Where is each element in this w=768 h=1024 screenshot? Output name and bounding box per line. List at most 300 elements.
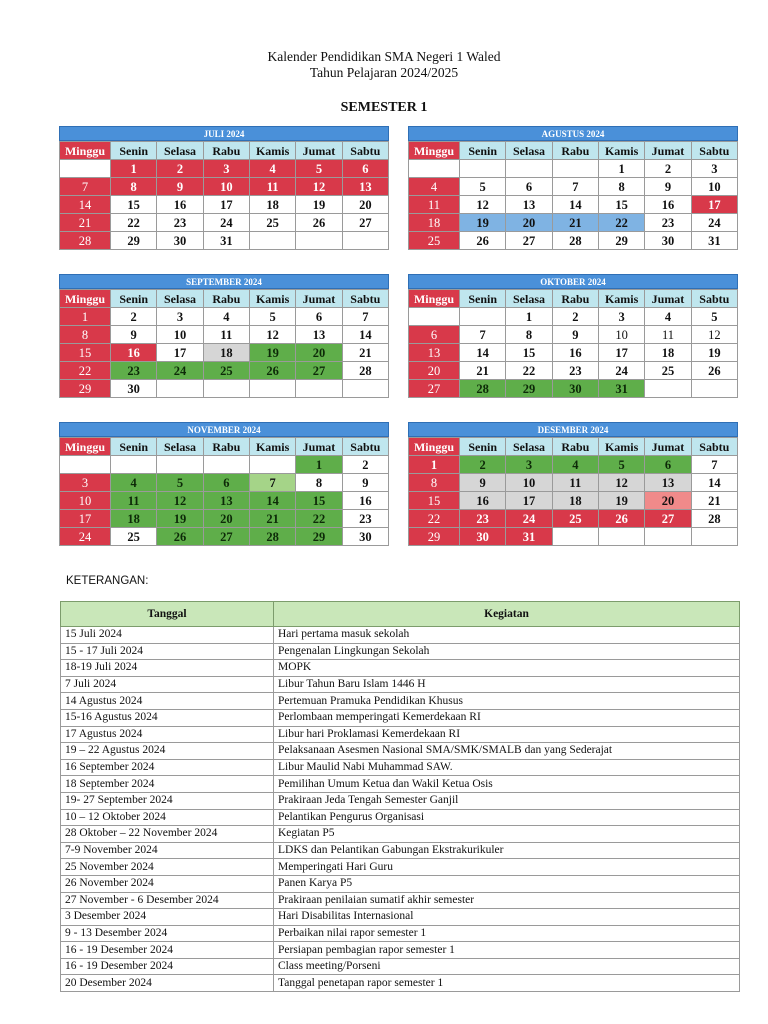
calendar-september (59, 274, 389, 398)
kegiatan-cell: Pertemuan Pramuka Pendidikan Khusus (274, 693, 740, 710)
day-cell: 28 (460, 380, 506, 398)
week-number-cell: 13 (409, 344, 460, 362)
day-cell: 5 (249, 308, 295, 326)
day-cell: 16 (111, 344, 157, 362)
kegiatan-cell: Hari Disabilitas Internasional (274, 909, 740, 926)
kegiatan-cell: Persiapan pembagian rapor semester 1 (274, 942, 740, 959)
day-header-row (409, 290, 738, 308)
week-number-cell: 6 (409, 326, 460, 344)
week-row (409, 232, 738, 250)
column-header-kegiatan: Kegiatan (274, 602, 740, 627)
day-cell: 2 (460, 456, 506, 474)
week-number-cell: 8 (409, 474, 460, 492)
day-cell (598, 528, 644, 546)
day-cell: 26 (249, 362, 295, 380)
day-cell: 29 (598, 232, 644, 250)
week-row (409, 362, 738, 380)
day-cell: 13 (203, 492, 249, 510)
tanggal-cell: 16 - 19 Desember 2024 (61, 958, 274, 975)
table-row (61, 627, 740, 644)
day-header: Senin (460, 438, 506, 456)
day-header: Rabu (552, 290, 598, 308)
day-cell: 2 (342, 456, 388, 474)
kegiatan-cell: Libur Maulid Nabi Muhammad SAW. (274, 759, 740, 776)
day-cell: 12 (691, 326, 737, 344)
day-cell (296, 232, 342, 250)
day-cell: 12 (249, 326, 295, 344)
week-row (60, 456, 389, 474)
day-header: Senin (111, 142, 157, 160)
day-cell: 2 (157, 160, 203, 178)
day-cell: 2 (111, 308, 157, 326)
table-row (61, 776, 740, 793)
kegiatan-cell: LDKS dan Pelantikan Gabungan Ekstrakurikuler (274, 842, 740, 859)
week-row (409, 196, 738, 214)
day-cell: 15 (111, 196, 157, 214)
day-cell: 30 (552, 380, 598, 398)
tanggal-cell: 14 Agustus 2024 (61, 693, 274, 710)
day-header: Selasa (157, 142, 203, 160)
kegiatan-cell: Prakiraan Jeda Tengah Semester Ganjil (274, 792, 740, 809)
day-cell: 26 (460, 232, 506, 250)
week-number-cell: 29 (60, 380, 111, 398)
week-number-cell (409, 308, 460, 326)
tanggal-cell: 7 Juli 2024 (61, 676, 274, 693)
keterangan-header-row (61, 602, 740, 627)
day-cell: 9 (157, 178, 203, 196)
day-header: Kamis (249, 290, 295, 308)
tanggal-cell: 7-9 November 2024 (61, 842, 274, 859)
day-cell (249, 380, 295, 398)
week-number-cell: 22 (409, 510, 460, 528)
day-cell: 17 (203, 196, 249, 214)
week-number-cell: 21 (60, 214, 111, 232)
tanggal-cell: 18-19 Juli 2024 (61, 660, 274, 677)
calendar-grid (408, 141, 738, 250)
semester-label: SEMESTER 1 (340, 100, 428, 115)
day-cell: 17 (506, 492, 552, 510)
day-cell: 5 (598, 456, 644, 474)
day-cell: 6 (645, 456, 691, 474)
day-header-row (60, 290, 389, 308)
week-number-cell: 10 (60, 492, 111, 510)
day-header: Kamis (598, 290, 644, 308)
kegiatan-cell: Perbaikan nilai rapor semester 1 (274, 925, 740, 942)
tanggal-cell: 10 – 12 Oktober 2024 (61, 809, 274, 826)
week-row (60, 474, 389, 492)
day-cell: 18 (111, 510, 157, 528)
day-header: Jumat (296, 290, 342, 308)
day-cell: 1 (506, 308, 552, 326)
day-cell: 14 (691, 474, 737, 492)
week-row (409, 344, 738, 362)
day-cell: 24 (691, 214, 737, 232)
table-row (61, 826, 740, 843)
week-number-cell: 4 (409, 178, 460, 196)
day-header: Senin (460, 142, 506, 160)
keterangan-label: KETERANGAN: (66, 575, 149, 587)
day-cell: 8 (506, 326, 552, 344)
kegiatan-cell: Pemilihan Umum Ketua dan Wakil Ketua Osis (274, 776, 740, 793)
day-cell: 26 (598, 510, 644, 528)
day-cell: 19 (460, 214, 506, 232)
day-cell: 23 (645, 214, 691, 232)
day-cell: 27 (296, 362, 342, 380)
table-row (61, 809, 740, 826)
day-header: Minggu (409, 142, 460, 160)
day-cell (342, 232, 388, 250)
week-number-cell: 18 (409, 214, 460, 232)
day-cell: 9 (460, 474, 506, 492)
day-cell: 21 (460, 362, 506, 380)
day-cell: 5 (157, 474, 203, 492)
day-cell: 19 (691, 344, 737, 362)
day-cell: 29 (111, 232, 157, 250)
week-row (409, 456, 738, 474)
day-cell: 4 (552, 456, 598, 474)
week-number-cell: 29 (409, 528, 460, 546)
day-header: Kamis (598, 438, 644, 456)
tanggal-cell: 15 - 17 Juli 2024 (61, 643, 274, 660)
day-cell: 23 (552, 362, 598, 380)
day-cell: 31 (506, 528, 552, 546)
tanggal-cell: 27 November - 6 Desember 2024 (61, 892, 274, 909)
day-cell: 4 (111, 474, 157, 492)
day-cell: 26 (296, 214, 342, 232)
day-cell: 18 (249, 196, 295, 214)
day-cell: 8 (296, 474, 342, 492)
table-row (61, 859, 740, 876)
day-header: Jumat (645, 290, 691, 308)
week-number-cell: 28 (60, 232, 111, 250)
day-cell (552, 528, 598, 546)
week-number-cell: 20 (409, 362, 460, 380)
calendar-grid (408, 437, 738, 546)
tanggal-cell: 16 September 2024 (61, 759, 274, 776)
kegiatan-cell: Memperingati Hari Guru (274, 859, 740, 876)
tanggal-cell: 9 - 13 Desember 2024 (61, 925, 274, 942)
day-cell (111, 456, 157, 474)
day-cell: 13 (645, 474, 691, 492)
day-header-row (60, 438, 389, 456)
week-row (60, 232, 389, 250)
day-cell: 1 (296, 456, 342, 474)
day-cell: 31 (203, 232, 249, 250)
day-cell: 17 (691, 196, 737, 214)
day-cell: 11 (645, 326, 691, 344)
day-cell: 14 (460, 344, 506, 362)
day-cell (552, 160, 598, 178)
day-cell: 22 (111, 214, 157, 232)
table-row (61, 925, 740, 942)
week-number-cell: 7 (60, 178, 111, 196)
week-number-cell: 25 (409, 232, 460, 250)
table-row (61, 909, 740, 926)
day-cell: 26 (691, 362, 737, 380)
week-row (60, 196, 389, 214)
day-cell: 4 (645, 308, 691, 326)
day-header: Rabu (203, 438, 249, 456)
table-row (61, 875, 740, 892)
day-header: Jumat (645, 142, 691, 160)
day-cell: 3 (203, 160, 249, 178)
day-header: Kamis (249, 438, 295, 456)
day-cell: 16 (645, 196, 691, 214)
tanggal-cell: 15 Juli 2024 (61, 627, 274, 644)
table-row (61, 743, 740, 760)
week-number-cell: 15 (409, 492, 460, 510)
day-cell: 8 (111, 178, 157, 196)
day-cell: 23 (342, 510, 388, 528)
day-cell (460, 160, 506, 178)
kegiatan-cell: Perlombaan memperingati Kemerdekaan RI (274, 709, 740, 726)
day-cell: 19 (598, 492, 644, 510)
day-cell: 30 (645, 232, 691, 250)
tanggal-cell: 15-16 Agustus 2024 (61, 709, 274, 726)
day-header-row (409, 438, 738, 456)
day-cell: 4 (203, 308, 249, 326)
day-cell: 21 (552, 214, 598, 232)
day-cell: 23 (111, 362, 157, 380)
day-cell: 23 (157, 214, 203, 232)
day-cell: 30 (111, 380, 157, 398)
day-cell: 13 (296, 326, 342, 344)
day-cell: 19 (157, 510, 203, 528)
day-cell: 31 (598, 380, 644, 398)
day-cell: 11 (111, 492, 157, 510)
day-cell: 16 (157, 196, 203, 214)
day-cell: 7 (342, 308, 388, 326)
day-cell: 6 (506, 178, 552, 196)
day-cell: 10 (157, 326, 203, 344)
table-row (61, 892, 740, 909)
week-number-cell: 8 (60, 326, 111, 344)
day-cell: 17 (598, 344, 644, 362)
calendar-month-title: AGUSTUS 2024 (408, 126, 738, 141)
week-row (60, 380, 389, 398)
day-cell: 24 (506, 510, 552, 528)
day-cell: 6 (296, 308, 342, 326)
day-cell: 29 (296, 528, 342, 546)
day-cell: 4 (249, 160, 295, 178)
day-cell: 18 (552, 492, 598, 510)
day-header: Senin (460, 290, 506, 308)
table-row (61, 792, 740, 809)
week-number-cell: 27 (409, 380, 460, 398)
day-cell: 12 (460, 196, 506, 214)
day-header: Selasa (506, 142, 552, 160)
day-cell: 21 (249, 510, 295, 528)
day-cell: 30 (342, 528, 388, 546)
table-row (61, 759, 740, 776)
table-row (61, 842, 740, 859)
day-cell (506, 160, 552, 178)
week-number-cell: 22 (60, 362, 111, 380)
tanggal-cell: 28 Oktober – 22 November 2024 (61, 826, 274, 843)
day-cell: 15 (598, 196, 644, 214)
calendar-month-title: OKTOBER 2024 (408, 274, 738, 289)
day-header: Kamis (598, 142, 644, 160)
day-cell: 28 (552, 232, 598, 250)
day-cell: 13 (506, 196, 552, 214)
day-header: Jumat (645, 438, 691, 456)
day-header: Sabtu (342, 142, 388, 160)
week-number-cell: 17 (60, 510, 111, 528)
tanggal-cell: 25 November 2024 (61, 859, 274, 876)
week-number-cell: 14 (60, 196, 111, 214)
kegiatan-cell: MOPK (274, 660, 740, 677)
table-row (61, 975, 740, 992)
day-cell: 7 (249, 474, 295, 492)
calendar-grid (59, 289, 389, 398)
week-number-cell (60, 160, 111, 178)
day-cell: 8 (598, 178, 644, 196)
table-row (61, 643, 740, 660)
week-row (409, 308, 738, 326)
day-cell: 14 (249, 492, 295, 510)
day-cell (645, 528, 691, 546)
calendar-december (408, 422, 738, 546)
day-cell: 16 (460, 492, 506, 510)
day-cell: 19 (249, 344, 295, 362)
week-row (60, 362, 389, 380)
day-cell: 25 (203, 362, 249, 380)
tanggal-cell: 16 - 19 Desember 2024 (61, 942, 274, 959)
day-header: Selasa (157, 438, 203, 456)
day-cell: 27 (342, 214, 388, 232)
tanggal-cell: 3 Desember 2024 (61, 909, 274, 926)
day-header-row (60, 142, 389, 160)
day-cell: 6 (342, 160, 388, 178)
day-cell (157, 380, 203, 398)
day-cell: 5 (691, 308, 737, 326)
day-header: Rabu (203, 290, 249, 308)
day-cell: 24 (598, 362, 644, 380)
day-cell: 9 (111, 326, 157, 344)
tanggal-cell: 17 Agustus 2024 (61, 726, 274, 743)
day-header: Sabtu (691, 438, 737, 456)
table-row (61, 660, 740, 677)
day-cell: 11 (203, 326, 249, 344)
document-title: Kalender Pendidikan SMA Negeri 1 Waled (267, 49, 501, 64)
day-cell: 29 (506, 380, 552, 398)
calendar-grid (408, 289, 738, 398)
day-header: Rabu (552, 438, 598, 456)
table-row (61, 709, 740, 726)
tanggal-cell: 26 November 2024 (61, 875, 274, 892)
kegiatan-cell: Tanggal penetapan rapor semester 1 (274, 975, 740, 992)
calendar-october (408, 274, 738, 398)
week-row (409, 510, 738, 528)
day-cell (296, 380, 342, 398)
week-row (409, 474, 738, 492)
week-row (409, 178, 738, 196)
day-cell: 7 (552, 178, 598, 196)
day-cell (203, 380, 249, 398)
day-cell: 9 (552, 326, 598, 344)
day-cell: 28 (691, 510, 737, 528)
week-row (60, 510, 389, 528)
day-cell: 20 (506, 214, 552, 232)
day-cell: 10 (598, 326, 644, 344)
week-row (409, 160, 738, 178)
day-header: Jumat (296, 142, 342, 160)
day-cell: 10 (506, 474, 552, 492)
day-cell: 2 (645, 160, 691, 178)
day-cell: 11 (552, 474, 598, 492)
day-cell: 20 (342, 196, 388, 214)
day-cell: 26 (157, 528, 203, 546)
day-cell: 22 (506, 362, 552, 380)
calendar-month-title: SEPTEMBER 2024 (59, 274, 389, 289)
week-number-cell (60, 456, 111, 474)
day-cell (249, 456, 295, 474)
day-cell: 15 (296, 492, 342, 510)
week-row (409, 492, 738, 510)
kegiatan-cell: Libur hari Proklamasi Kemerdekaan RI (274, 726, 740, 743)
calendar-july (59, 126, 389, 250)
table-row (61, 942, 740, 959)
week-row (409, 326, 738, 344)
kegiatan-cell: Prakiraan penilaian sumatif akhir semester (274, 892, 740, 909)
day-cell: 14 (552, 196, 598, 214)
day-cell (691, 380, 737, 398)
day-cell: 11 (249, 178, 295, 196)
day-cell: 5 (460, 178, 506, 196)
day-header: Minggu (409, 438, 460, 456)
day-cell: 28 (249, 528, 295, 546)
day-cell: 24 (157, 362, 203, 380)
week-row (60, 326, 389, 344)
day-cell: 19 (296, 196, 342, 214)
calendar-month-title: DESEMBER 2024 (408, 422, 738, 437)
day-header: Rabu (203, 142, 249, 160)
day-cell: 3 (691, 160, 737, 178)
kegiatan-cell: Pelantikan Pengurus Organisasi (274, 809, 740, 826)
day-header: Selasa (506, 290, 552, 308)
day-header: Minggu (60, 438, 111, 456)
day-cell: 30 (157, 232, 203, 250)
kegiatan-cell: Kegiatan P5 (274, 826, 740, 843)
day-cell: 22 (296, 510, 342, 528)
keterangan-table (60, 601, 740, 992)
week-number-cell: 1 (60, 308, 111, 326)
tanggal-cell: 19 – 22 Agustus 2024 (61, 743, 274, 760)
week-number-cell: 15 (60, 344, 111, 362)
day-cell: 25 (249, 214, 295, 232)
day-header-row (409, 142, 738, 160)
day-cell: 25 (552, 510, 598, 528)
day-cell: 30 (460, 528, 506, 546)
week-number-cell: 11 (409, 196, 460, 214)
week-row (60, 492, 389, 510)
week-row (409, 214, 738, 232)
calendar-month-title: NOVEMBER 2024 (59, 422, 389, 437)
day-header: Senin (111, 438, 157, 456)
kegiatan-cell: Class meeting/Porseni (274, 958, 740, 975)
kegiatan-cell: Pelaksanaan Asesmen Nasional SMA/SMK/SMALB dan yang Sederajat (274, 743, 740, 760)
day-cell: 3 (598, 308, 644, 326)
tanggal-cell: 18 September 2024 (61, 776, 274, 793)
day-header: Minggu (409, 290, 460, 308)
day-header: Jumat (296, 438, 342, 456)
day-header: Sabtu (691, 290, 737, 308)
day-cell: 1 (598, 160, 644, 178)
day-cell: 7 (691, 456, 737, 474)
day-cell: 5 (296, 160, 342, 178)
week-row (60, 528, 389, 546)
day-cell: 22 (598, 214, 644, 232)
